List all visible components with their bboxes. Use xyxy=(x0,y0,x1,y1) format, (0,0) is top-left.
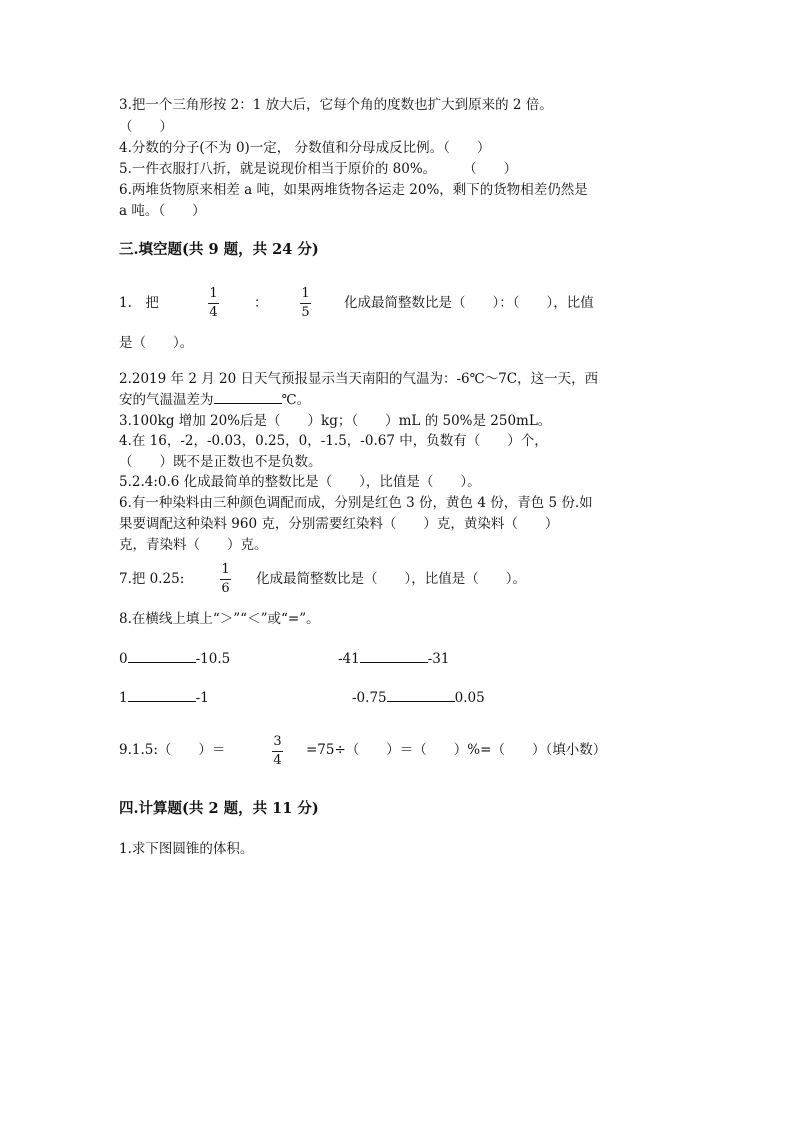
fill-q2-text: 安的气温温差为 xyxy=(119,392,214,408)
answer-blank[interactable] xyxy=(360,650,428,663)
fraction-bar xyxy=(300,303,311,304)
fraction-numerator: 1 xyxy=(221,562,230,577)
fill-q3: 3.100kg 增加 20%后是（ ）kg；（ ）mL 的 50%是 250mL。 xyxy=(119,413,552,429)
fill-q9-suffix: =75÷（ ）＝（ ）%=（ ）（填小数） xyxy=(306,742,607,758)
fill-q2-line2 xyxy=(119,391,310,409)
answer-blank[interactable] xyxy=(387,689,455,702)
fraction-bar xyxy=(272,751,283,752)
fill-q9-fraction xyxy=(272,735,283,768)
fill-q2-unit: ℃。 xyxy=(281,392,311,408)
compare-value: 0.05 xyxy=(454,690,485,706)
answer-blank[interactable] xyxy=(128,650,196,663)
fraction-denominator: 5 xyxy=(301,305,310,320)
fill-q7-suffix: 化成最简整数比是（ ），比值是（ ）。 xyxy=(256,571,526,587)
fill-q1-prefix: 1. 把 xyxy=(119,295,159,311)
fill-q7-prefix: 7.把 0.25: xyxy=(119,571,185,587)
judge-q6-line1: 6.两堆货物原来相差 a 吨，如果两堆货物各运走 20%，剩下的货物相差仍然是 xyxy=(119,182,588,198)
compare-row2-right xyxy=(352,689,485,707)
fill-q1-suffix: 化成最简整数比是（ ）：（ ），比值 xyxy=(344,295,594,311)
compare-value: -0.75 xyxy=(352,690,387,706)
fill-q9-prefix: 9.1.5:（ ）＝ xyxy=(119,742,226,758)
fraction-denominator: 4 xyxy=(209,305,218,320)
section-calc-heading: 四.计算题(共 2 题，共 11 分) xyxy=(119,800,319,817)
fill-q2-line1: 2.2019 年 2 月 20 日天气预报显示当天南阳的气温为：-6℃～7C，这一天，西 xyxy=(119,371,599,387)
fill-q6-line3: 克，青染料（ ）克。 xyxy=(119,537,268,553)
judge-q3-answer-blank[interactable]: （ ） xyxy=(119,119,173,135)
fraction-numerator: 3 xyxy=(273,734,282,749)
fill-q7-fraction xyxy=(220,563,231,596)
judge-q4: 4.分数的分子(不为 0)一定， 分数值和分母成反比例。（ ） xyxy=(119,140,491,156)
fill-q1-colon: ： xyxy=(254,295,268,311)
judge-q3-line1: 3.把一个三角形按 2：1 放大后，它每个角的度数也扩大到原来的 2 倍。 xyxy=(119,97,553,113)
fill-q5: 5.2.4:0.6 化成最简单的整数比是（ ），比值是（ ）。 xyxy=(119,474,481,490)
compare-value: 0 xyxy=(119,651,128,667)
fill-q4-line1: 4.在 16，-2，-0.03，0.25，0，-1.5，-0.67 中，负数有（ ）个， xyxy=(119,433,548,449)
fraction-denominator: 4 xyxy=(273,753,282,768)
fraction-numerator: 1 xyxy=(301,286,310,301)
fill-q4-line2: （ ）既不是正数也不是负数。 xyxy=(119,454,322,470)
compare-value: -10.5 xyxy=(195,651,231,667)
fill-q1-fraction-2 xyxy=(300,287,311,320)
fill-q6-line1: 6.有一种染料由三种颜色调配而成，分别是红色 3 份，黄色 4 份，青色 5 份.如 xyxy=(119,495,593,511)
compare-value: -1 xyxy=(195,690,209,706)
fraction-numerator: 1 xyxy=(209,286,218,301)
fill-q6-line2: 果要调配这种染料 960 克，分别需要红染料（ ）克，黄染料（ ） xyxy=(119,516,559,532)
compare-row2-left xyxy=(119,689,209,707)
fill-q1-line2: 是（ ）。 xyxy=(119,335,194,351)
answer-blank[interactable] xyxy=(214,391,282,404)
section-fill-blank-heading: 三.填空题(共 9 题，共 24 分) xyxy=(119,241,319,258)
fraction-bar xyxy=(220,579,231,580)
answer-blank[interactable] xyxy=(128,689,196,702)
compare-row1-right xyxy=(338,650,450,668)
fraction-bar xyxy=(208,303,219,304)
compare-value: 1 xyxy=(119,690,128,706)
fill-q1-fraction-1 xyxy=(208,287,219,320)
fraction-denominator: 6 xyxy=(221,581,230,596)
judge-q5: 5.一件衣服打八折，就是说现价相当于原价的 80%。 （ ） xyxy=(119,161,518,177)
calc-q1: 1.求下图圆锥的体积。 xyxy=(119,841,254,857)
compare-row1-left xyxy=(119,650,230,668)
compare-value: -41 xyxy=(338,651,360,667)
compare-value: -31 xyxy=(427,651,450,667)
fill-q8-text: 8.在横线上填上“＞”“＜”或“=”。 xyxy=(119,611,320,627)
judge-q6-line2: a 吨。（ ） xyxy=(119,203,206,219)
